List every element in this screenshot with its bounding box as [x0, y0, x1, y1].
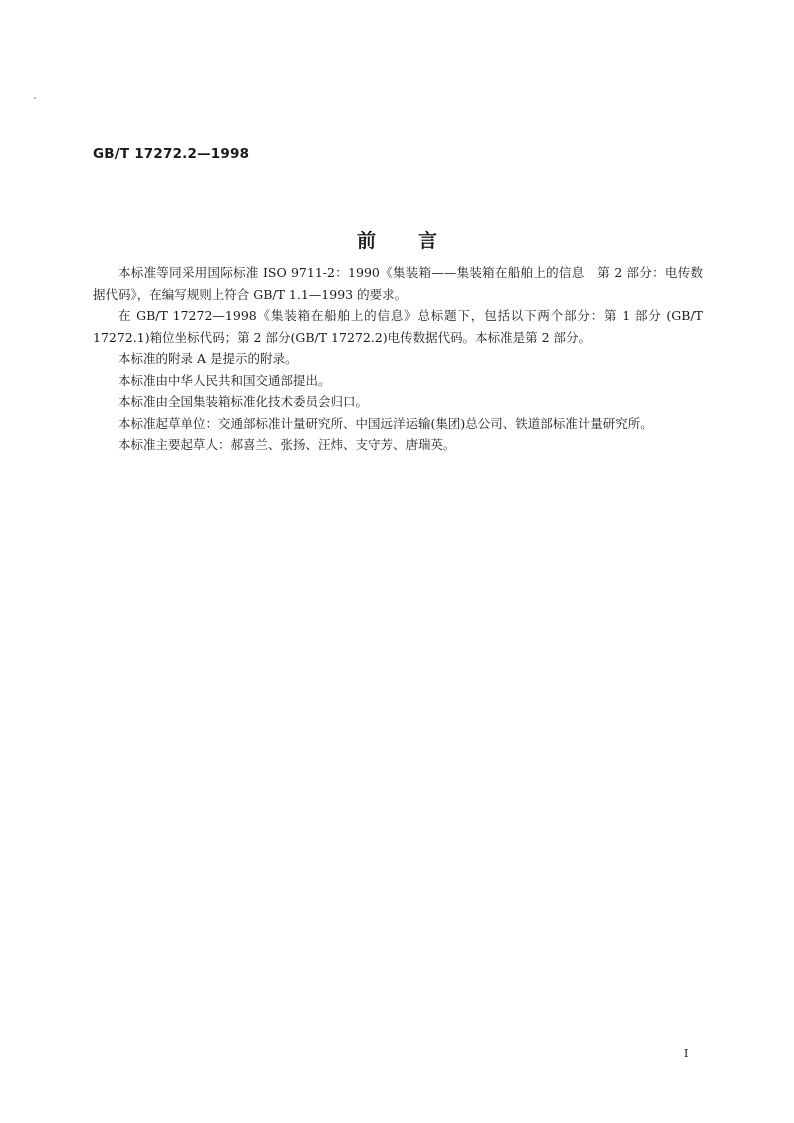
- foreword-body: [93, 262, 703, 456]
- scan-speck: [34, 97, 36, 99]
- paragraph-proposer: 本标准由中华人民共和国交通部提出。: [118, 372, 331, 388]
- section-title: 前言: [356, 230, 479, 252]
- paragraph-drafters: 本标准主要起草人：郝喜兰、张扬、汪炜、支守芳、唐瑞英。: [118, 437, 456, 452]
- page-number: I: [684, 1047, 689, 1060]
- standard-number: GB/T 17272.2—1998: [93, 146, 250, 162]
- paragraph-committee: 本标准由全国集装箱标准化技术委员会归口。: [118, 394, 369, 409]
- paragraph-drafting-units: 本标准起草单位：交通部标准计量研究所、中国远洋运输(集团)总公司、铁道部标准计量研究所。: [118, 415, 653, 431]
- paragraph-adoption: 本标准等同采用国际标准 ISO 9711-2：1990《集装箱——集装箱在船舶上的信息 第 2 部分：电传数据代码》，在编写规则上符合 GB/T 1.1—1993 的要求。: [93, 265, 703, 302]
- paragraph-appendix: 本标准的附录 A 是提示的附录。: [118, 351, 298, 366]
- paragraph-parts: 在 GB/T 17272—1998《集装箱在船舶上的信息》总标题下，包括以下两个部分：第 1 部分 (GB/T 17272.1)箱位坐标代码；第 2 部分(GB/T 17272.2)电传数据代码。本标准是第 2 部分。: [93, 308, 703, 345]
